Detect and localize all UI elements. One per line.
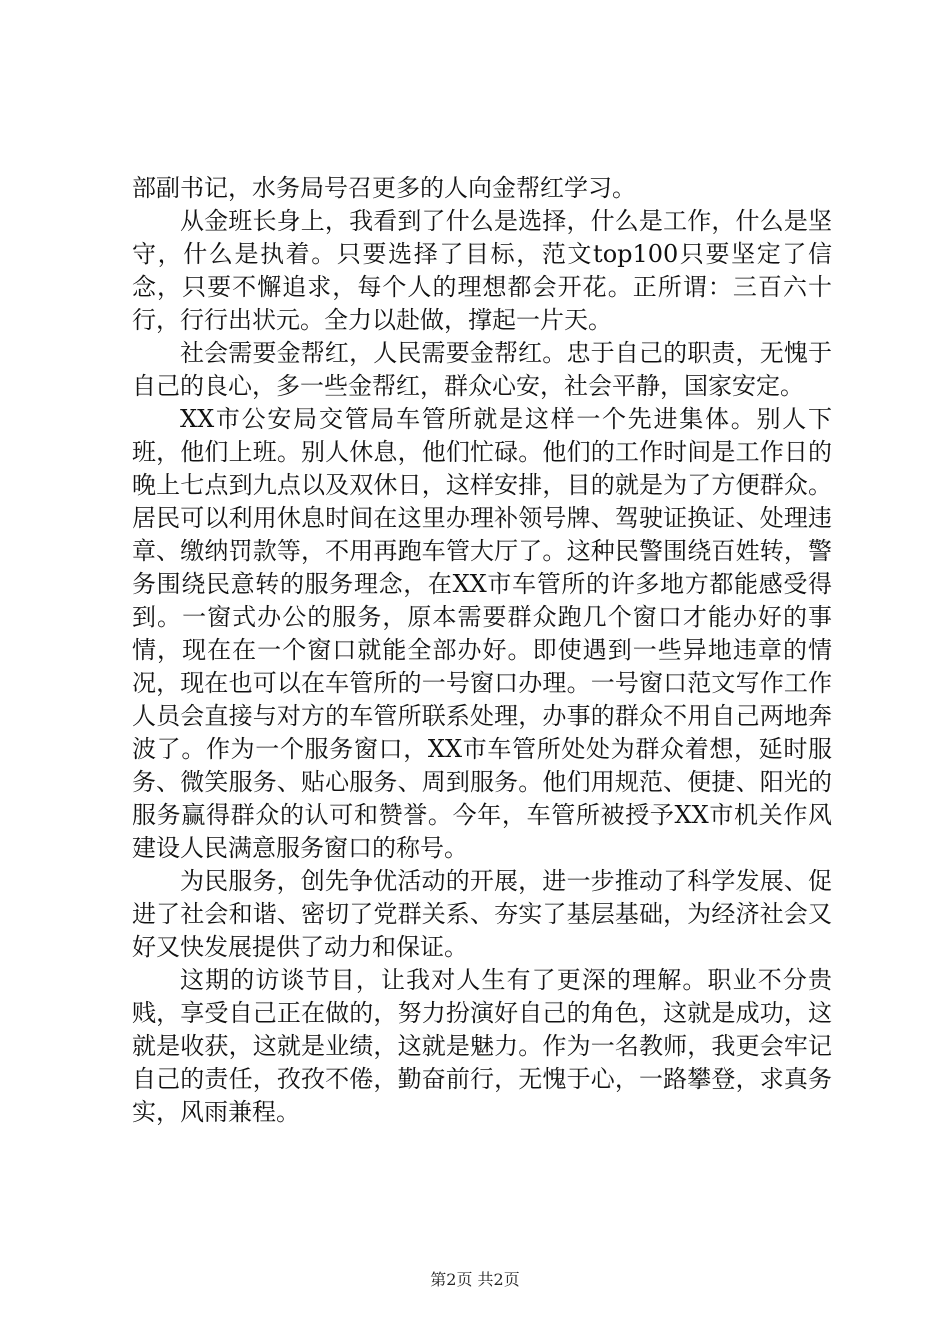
paragraph: 从金班长身上，我看到了什么是选择，什么是工作，什么是坚守，什么是执着。只要选择了目标，范文top100只要坚定了信念，只要不懈追求，每个人的理想都会开花。正所谓：三百六十行，行行出状元。全力以赴做，撑起一片天。 [132,207,832,334]
paragraph: 部副书记，水务局号召更多的人向金帮红学习。 [132,174,636,202]
paragraph: 社会需要金帮红，人民需要金帮红。忠于自己的职责，无愧于自己的良心，多一些金帮红，群众心安，社会平静，国家安定。 [132,339,832,400]
paragraph: 为民服务，创先争优活动的开展，进一步推动了科学发展、促进了社会和谐、密切了党群关系、夯实了基层基础，为经济社会又好又快发展提供了动力和保证。 [132,867,832,961]
document-body [132,172,832,1129]
paragraph: 这期的访谈节目，让我对人生有了更深的理解。职业不分贵贱，享受自己正在做的，努力扮演好自己的角色，这就是成功，这就是收获，这就是业绩，这就是魅力。作为一名教师，我更会牢记自己的责任，孜孜不倦，勤奋前行，无愧于心，一路攀登，求真务实，风雨兼程。 [132,966,832,1126]
paragraph: XX市公安局交管局车管所就是这样一个先进集体。别人下班，他们上班。别人休息，他们忙碌。他们的工作时间是工作日的晚上七点到九点以及双休日，这样安排，目的就是为了方便群众。居民可以利用休息时间在这里办理补领号牌、驾驶证换证、处理违章、缴纳罚款等，不用再跑车管大厅了。这种民警围绕百姓转，警务围绕民意转的服务理念，在XX市车管所的许多地方都能感受得到。一窗式办公的服务，原本需要群众跑几个窗口才能办好的事情，现在在一个窗口就能全部办好。即使遇到一些异地违章的情况，现在也可以在车管所的一号窗口办理。一号窗口范文写作工作人员会直接与对方的车管所联系处理，办事的群众不用自己两地奔波了。作为一个服务窗口，XX市车管所处处为群众着想，延时服务、微笑服务、贴心服务、周到服务。他们用规范、便捷、阳光的服务赢得群众的认可和赞誉。今年，车管所被授予XX市机关作风建设人民满意服务窗口的称号。 [132,405,832,862]
page-number: 第2页 共2页 [430,1270,520,1289]
page-footer [0,1270,950,1290]
